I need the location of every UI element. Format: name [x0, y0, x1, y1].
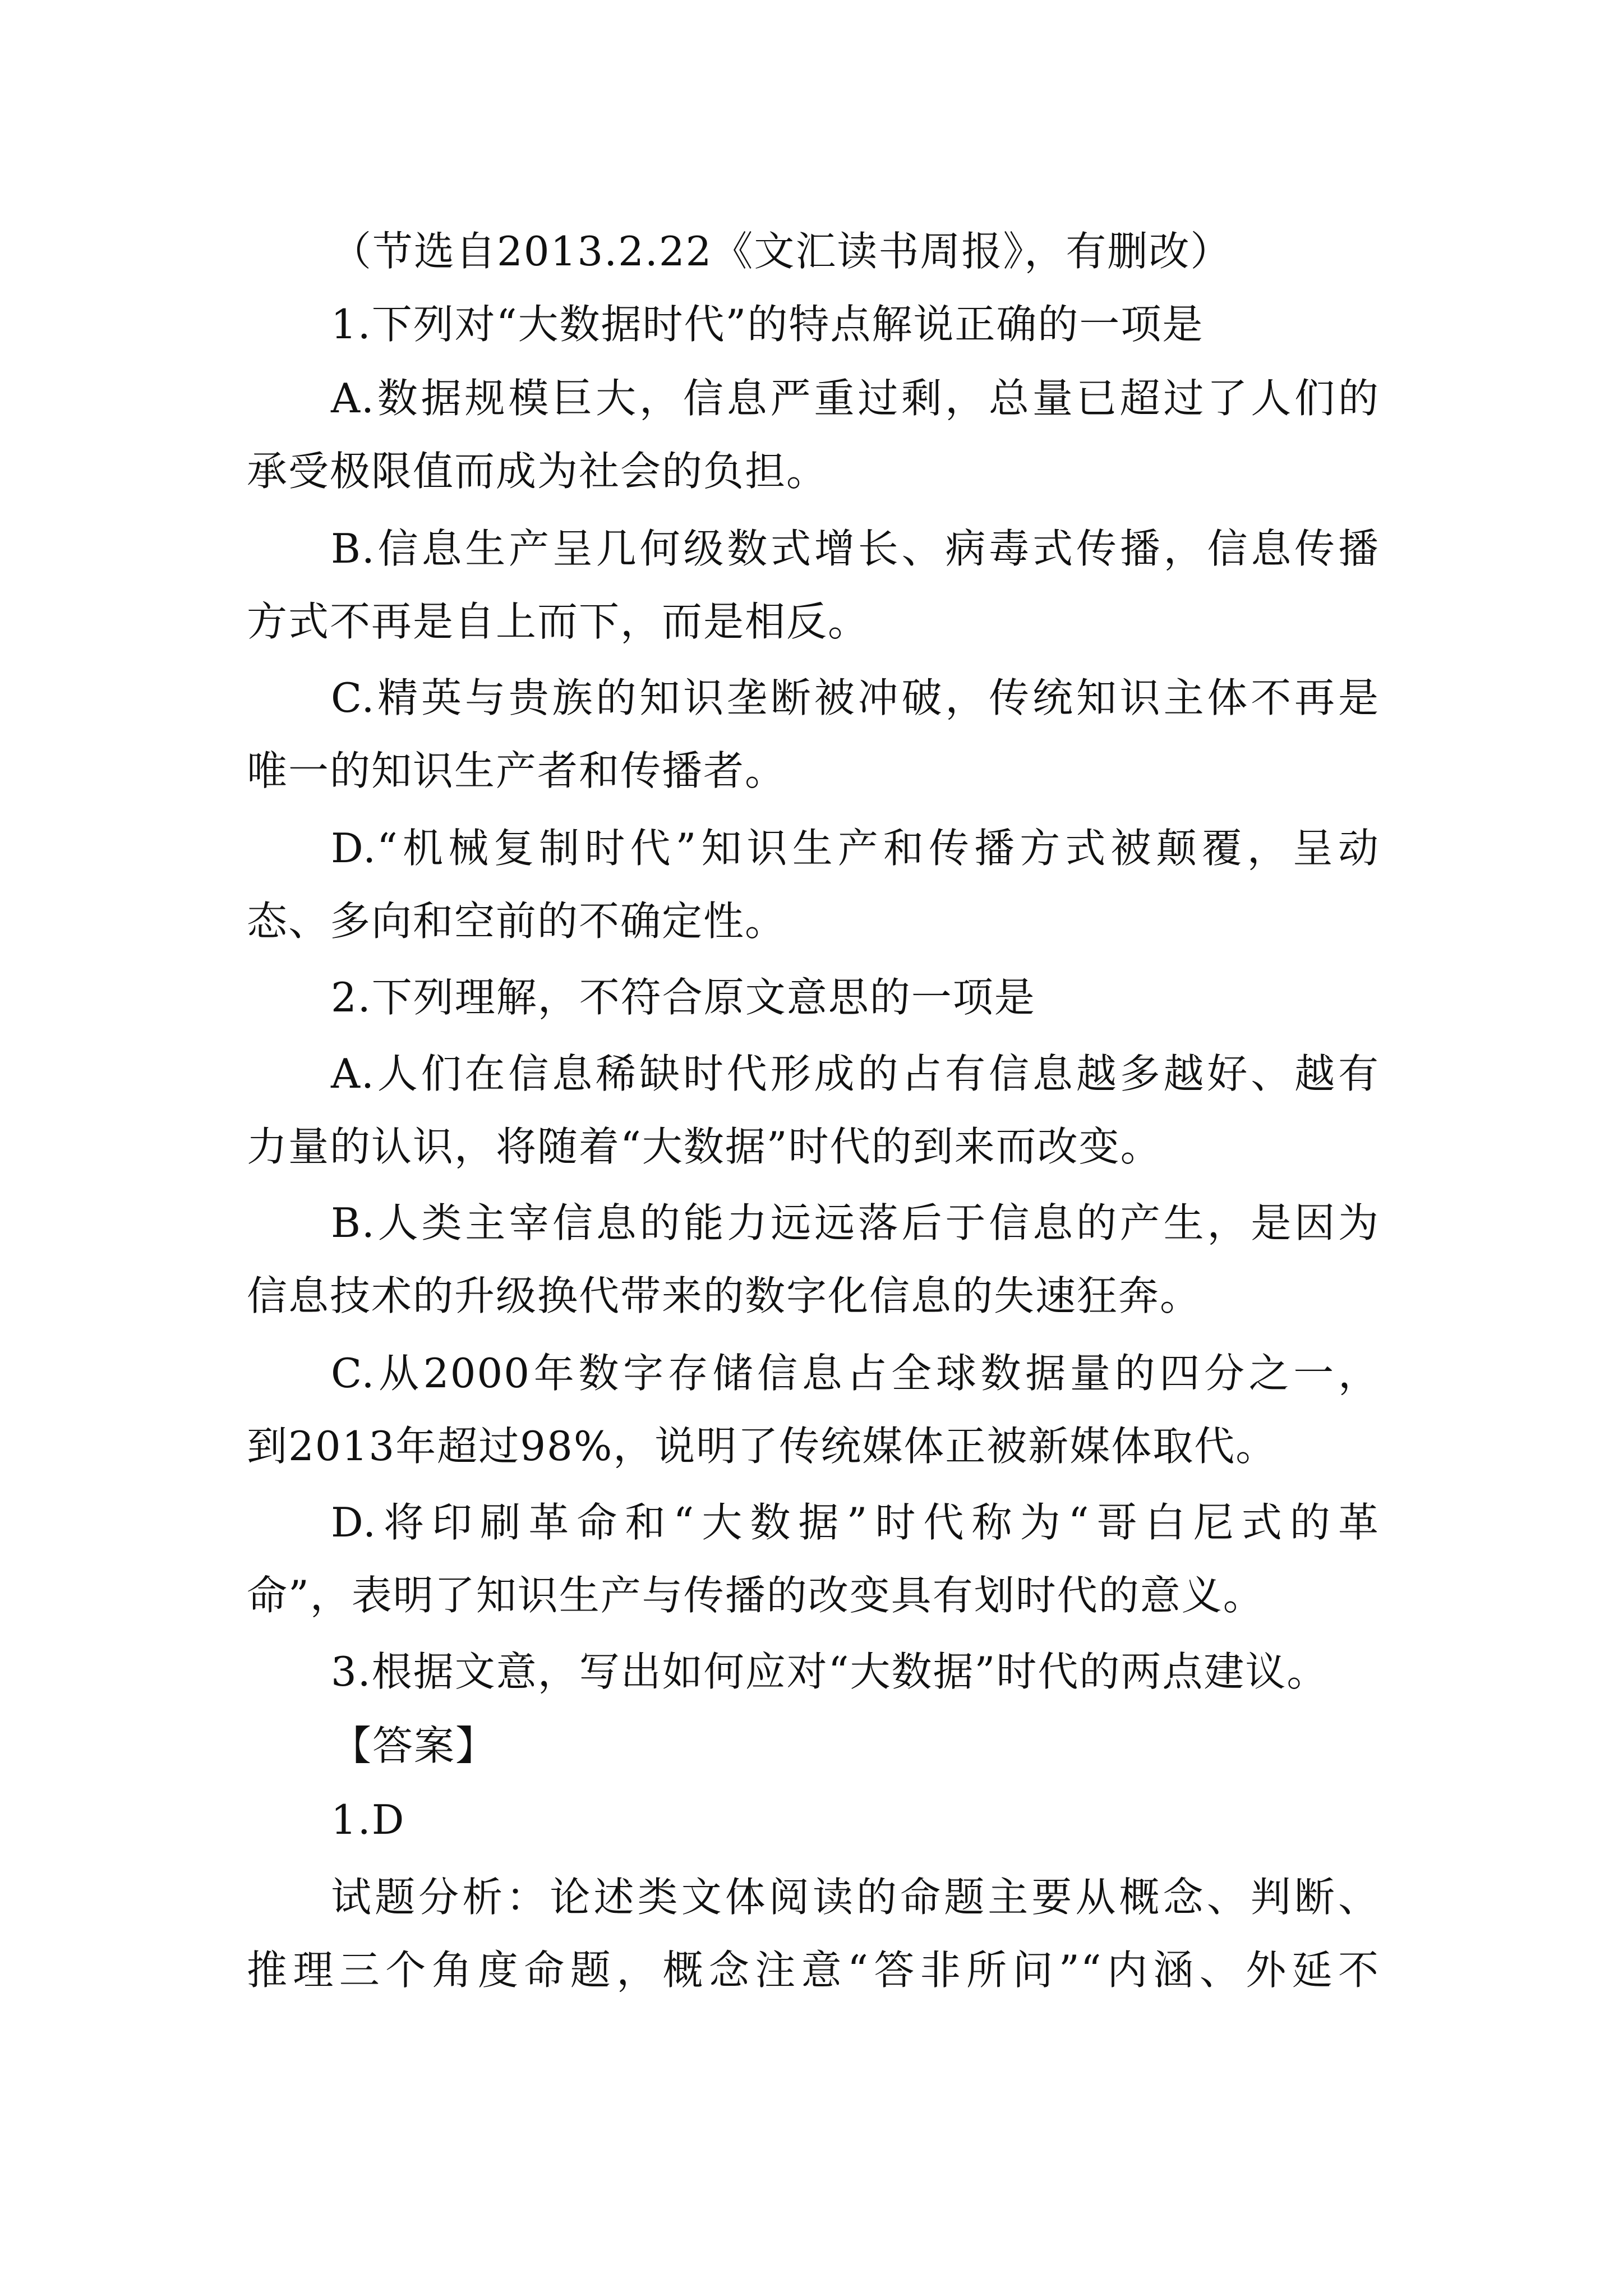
answer-heading: 【答案】 [331, 1722, 497, 1769]
source-note: （节选自2013.2.22《文汇读书周报》，有删改） [331, 228, 1232, 275]
q2-option-a-line2: 力量的认识，将随着“大数据”时代的到来而改变。 [247, 1123, 1162, 1170]
answer-1: 1.D [331, 1796, 405, 1843]
q2-option-b-line2: 信息技术的升级换代带来的数字化信息的失速狂奔。 [247, 1272, 1202, 1319]
question-1-stem: 1.下列对“大数据时代”的特点解说正确的一项是 [331, 301, 1204, 348]
q1-option-b-line1: B.信息生产呈几何级数式增长、病毒式传播，信息传播 [331, 525, 1380, 572]
question-3-stem: 3.根据文意，写出如何应对“大数据”时代的两点建议。 [331, 1648, 1329, 1695]
q1-option-d-line1: D.“机械复制时代”知识生产和传播方式被颠覆，呈动 [331, 825, 1380, 872]
analysis-line2: 推理三个角度命题，概念注意“答非所问”“内涵、外延不 [247, 1947, 1380, 1994]
q2-option-d-line2: 命”，表明了知识生产与传播的改变具有划时代的意义。 [247, 1572, 1265, 1619]
q1-option-c-line2: 唯一的知识生产者和传播者。 [247, 747, 787, 794]
q2-option-a-line1: A.人们在信息稀缺时代形成的占有信息越多越好、越有 [331, 1050, 1380, 1097]
q2-option-c-line1: C.从2000年数字存储信息占全球数据量的四分之一， [331, 1350, 1380, 1397]
q2-option-b-line1: B.人类主宰信息的能力远远落后于信息的产生，是因为 [331, 1199, 1380, 1246]
q1-option-a-line2: 承受极限值而成为社会的负担。 [247, 448, 828, 495]
q1-option-c-line1: C.精英与贵族的知识垄断被冲破，传统知识主体不再是 [331, 674, 1380, 721]
q1-option-a-line1: A.数据规模巨大，信息严重过剩，总量已超过了人们的 [331, 375, 1380, 422]
question-2-stem: 2.下列理解，不符合原文意思的一项是 [331, 974, 1036, 1021]
q2-option-c-line2: 到2013年超过98%，说明了传统媒体正被新媒体取代。 [247, 1423, 1278, 1470]
q2-option-d-line1: D.将印刷革命和“大数据”时代称为“哥白尼式的革 [331, 1499, 1380, 1546]
analysis-line1: 试题分析：论述类文体阅读的命题主要从概念、判断、 [331, 1874, 1380, 1921]
q1-option-b-line2: 方式不再是自上而下，而是相反。 [247, 598, 870, 645]
q1-option-d-line2: 态、多向和空前的不确定性。 [247, 898, 787, 945]
